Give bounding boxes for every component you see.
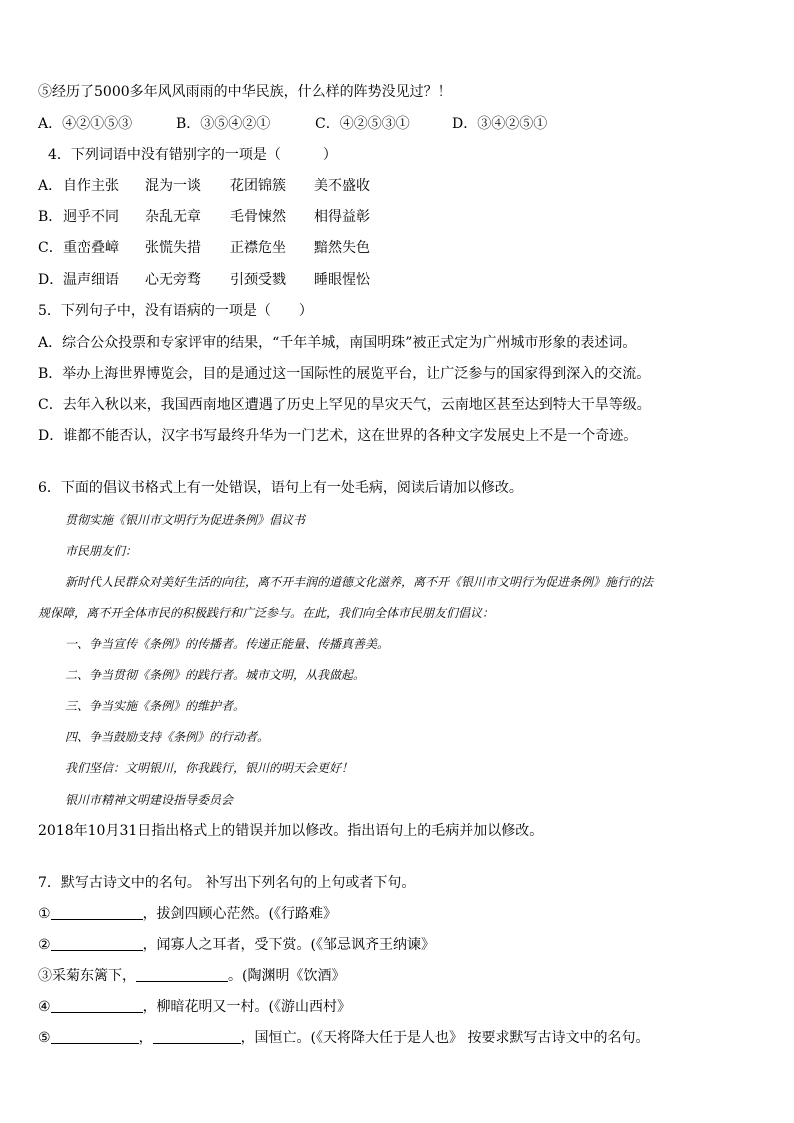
q5-option-a: A．综合公众投票和专家评审的结果，“千年羊城，南国明珠”被正式定为广州城市形象的表述词。: [38, 335, 637, 351]
q4-option-b-word: 相得益彰: [314, 209, 370, 225]
q7-line-1-text: ，拔剑四顾心茫然。(《行路难》: [142, 906, 338, 922]
q6-stem: 6．下面的倡议书格式上有一处错误，语句上有一处毛病，阅读后请加以修改。: [38, 480, 523, 496]
q4-option-a-word: 混为一谈: [145, 178, 201, 194]
q6-item-2: 二、争当贯彻《条例》的践行者。城市文明，从我做起。: [65, 668, 366, 682]
q4-option-d-word: 温声细语: [63, 272, 119, 288]
q4-option-c-word: 黯然失色: [314, 240, 370, 256]
q4-option-d-word: 引颈受戮: [230, 272, 286, 288]
q4-option-d-word: 心无旁骛: [145, 272, 201, 288]
q7-line-4-number: ④: [38, 999, 51, 1015]
q7-line-5: [38, 1028, 649, 1048]
q4-stem: 4．下列词语中没有错别字的一项是（ ）: [48, 147, 337, 163]
q7-blank-1[interactable]: [51, 904, 143, 920]
q7-blank-5b[interactable]: [153, 1028, 241, 1044]
q6-item-4: 四、争当鼓励支持《条例》的行动者。: [65, 730, 270, 744]
q7-blank-3[interactable]: [136, 966, 228, 982]
q-prev-option-c: C．④②⑤③①: [315, 116, 410, 132]
q4-option-c-label: C．: [38, 240, 63, 256]
q7-line-4: [38, 997, 351, 1017]
q7-line-3: [38, 966, 345, 986]
q5-option-b: B．举办上海世界博览会，目的是通过这一国际性的展览平台，让广泛参与的国家得到深入的交流。: [38, 366, 651, 382]
q7-line-3-text: 。(陶渊明《饮酒》: [228, 968, 346, 984]
q7-line-5-text: ，国恒亡。(《天将降大任于是人也》 按要求默写古诗文中的名句。: [240, 1030, 650, 1046]
q4-option-a-label: A．: [38, 178, 63, 194]
q5-stem: 5．下列句子中，没有语病的一项是（ ）: [38, 303, 313, 319]
q4-option-c-word: 重峦叠嶂: [63, 240, 119, 256]
q7-line-1: [38, 904, 337, 924]
q6-letter-title: 贯彻实施《银川市文明行为促进条例》倡议书: [65, 513, 306, 527]
q6-signature: 银川市精神文明建设指导委员会: [65, 793, 234, 807]
q7-blank-4[interactable]: [51, 997, 143, 1013]
q7-line-2-number: ②: [38, 937, 51, 953]
q7-line-5-comma: ，: [138, 1030, 153, 1046]
q4-option-b-word: 毛骨悚然: [230, 209, 286, 225]
q7-blank-5a[interactable]: [51, 1028, 139, 1044]
q7-line-4-text: ，柳暗花明又一村。(《游山西村》: [142, 999, 352, 1015]
q4-option-b-label: B．: [38, 209, 63, 225]
q7-line-2: [38, 935, 435, 955]
q6-greeting: 市民朋友们：: [65, 544, 138, 558]
q4-option-b-word: 迥乎不同: [63, 209, 119, 225]
q-prev-item-5: ⑤经历了5000多年风风雨雨的中华民族，什么样的阵势没见过？！: [38, 84, 452, 100]
q6-body-line-1: 新时代人民群众对美好生活的向往，离不开丰润的道德文化滋养，离不开《银川市文明行为促进条例》施行的法: [65, 575, 654, 589]
q7-stem: 7．默写古诗文中的名句。 补写出下列名句的上句或者下句。: [38, 875, 416, 891]
q4-option-c-word: 张慌失措: [145, 240, 201, 256]
q7-blank-2[interactable]: [51, 935, 143, 951]
q-prev-option-d: D．③④②⑤①: [452, 116, 548, 132]
q6-item-3: 三、争当实施《条例》的维护者。: [65, 699, 246, 713]
q-prev-option-b: B．③⑤④②①: [176, 116, 271, 132]
q6-date-line: 2018年10月31日指出格式上的错误并加以修改。指出语句上的毛病并加以修改。: [38, 823, 544, 839]
q5-option-c: C．去年入秋以来，我国西南地区遭遇了历史上罕见的旱灾天气，云南地区甚至达到特大干旱等级。: [38, 397, 651, 413]
q4-option-d-label: D．: [38, 272, 64, 288]
q5-option-d: D．谁都不能否认，汉字书写最终升华为一门艺术，这在世界的各种文字发展史上不是一个奇迹。: [38, 428, 638, 444]
q4-option-a-word: 花团锦簇: [230, 178, 286, 194]
q-prev-option-a: A．④②①⑤③: [38, 116, 133, 132]
q6-closing: 我们坚信：文明银川，你我践行，银川的明天会更好！: [65, 761, 354, 775]
q6-item-1: 一、争当宣传《条例》的传播者。传递正能量、传播真善美。: [65, 637, 390, 651]
q4-option-c-word: 正襟危坐: [230, 240, 286, 256]
q7-line-5-number: ⑤: [38, 1030, 51, 1046]
q7-line-3-prefix: ③采菊东篱下，: [38, 968, 136, 984]
q4-option-d-word: 睡眼惺忪: [314, 272, 370, 288]
q6-body-line-2: 规保障，离不开全体市民的积极践行和广泛参与。在此，我们向全体市民朋友们倡议：: [38, 606, 495, 620]
q4-option-a-word: 美不盛收: [314, 178, 370, 194]
q7-line-2-text: ，闻寡人之耳者，受下赏。(《邹忌讽齐王纳谏》: [142, 937, 436, 953]
q7-line-1-number: ①: [38, 906, 51, 922]
q4-option-b-word: 杂乱无章: [145, 209, 201, 225]
q4-option-a-word: 自作主张: [63, 178, 119, 194]
